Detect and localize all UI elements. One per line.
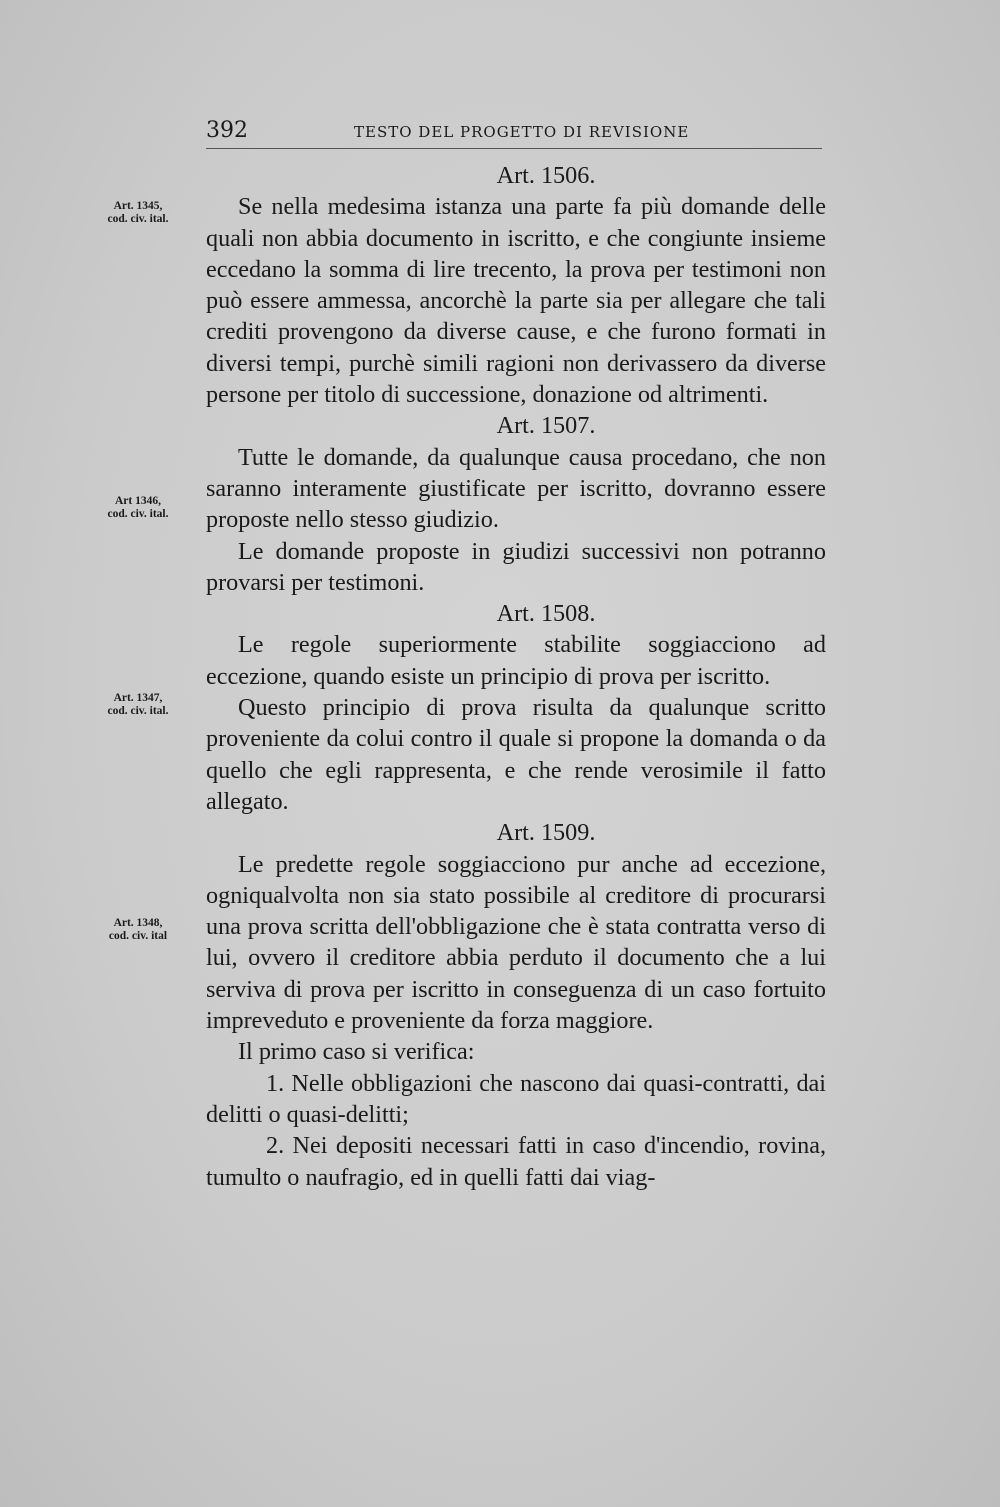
margin-note-line: Art. 1347,: [113, 692, 163, 704]
article-heading-1506: Art. 1506.: [496, 162, 596, 189]
margin-note-line: cod. civ. ital.: [107, 213, 169, 225]
article-heading-1508: Art. 1508.: [496, 600, 596, 628]
margin-note-line: Art. 1345,: [113, 200, 163, 212]
article-1507-paragraph: Le domande proposte in giudizi successivi non potranno provarsi per testimoni.: [206, 537, 826, 596]
margin-note-line: cod. civ. ital.: [107, 508, 169, 520]
article-heading-1507: Art. 1507.: [496, 412, 596, 440]
margin-note-1345: [88, 200, 188, 226]
page-number: 392: [206, 118, 248, 143]
body-text: [206, 160, 826, 1193]
article-1506-paragraph: Se nella medesima istanza una parte fa più domande delle quali non abbia documento in iscritto, e che congiunte insieme eccedano la somma di lire trecento, la prova per testimoni non può essere ammessa, ancorchè la parte sia per allegare che tali crediti provengono da diverse cause, e che furono formati in diversi tempi, purchè simili ragioni non derivassero da diverse persone per titolo di successione, donazione od altrimenti.: [206, 193, 826, 409]
article-1509-list-item: 1. Nelle obbligazioni che nascono dai quasi-contratti, dai delitti o quasi-delitti;: [206, 1069, 826, 1128]
article-1507-paragraph: Tutte le domande, da qualunque causa procedano, che non saranno interamente giustificate per iscritto, dovranno essere proposte nello stesso giudizio.: [206, 443, 826, 534]
margin-note-line: cod. civ. ital.: [107, 705, 169, 717]
running-title: TESTO DEL PROGETTO DI REVISIONE: [354, 123, 690, 141]
article-1508-paragraph: Le regole superiormente stabilite soggiacciono ad eccezione, quando esiste un principio di prova per iscritto.: [206, 631, 826, 690]
article-1509-list-item: 2. Nei depositi necessari fatti in caso d'incendio, rovina, tumulto o naufragio, ed in quelli fatti dai viag-: [206, 1132, 826, 1191]
page-header: [206, 118, 822, 149]
margin-note-1348: [88, 917, 188, 943]
margin-note-1347: [88, 692, 188, 718]
article-1508-paragraph: Questo principio di prova risulta da qualunque scritto proveniente da colui contro il quale si propone la domanda o da quello che egli rappresenta, e che rende verosimile il fatto allegato.: [206, 694, 826, 815]
article-1509-paragraph: Le predette regole soggiacciono pur anche ad eccezione, ogniqualvolta non sia stato possibile al creditore di procurarsi una prova scritta dell'obbligazione che è stata contratta verso di lui, ovvero il creditore abbia perduto il documento che a lui serviva di prova per iscritto in conseguenza di un caso fortuito impreveduto e proveniente da forza maggiore.: [206, 850, 826, 1035]
margin-note-line: Art. 1348,: [113, 917, 163, 929]
article-heading-1509: Art. 1509.: [496, 819, 596, 847]
article-1509-paragraph: Il primo caso si verifica:: [238, 1038, 475, 1066]
margin-note-line: cod. civ. ital: [108, 930, 168, 942]
margin-note-1346: [88, 495, 188, 521]
margin-note-line: Art 1346,: [115, 495, 161, 507]
